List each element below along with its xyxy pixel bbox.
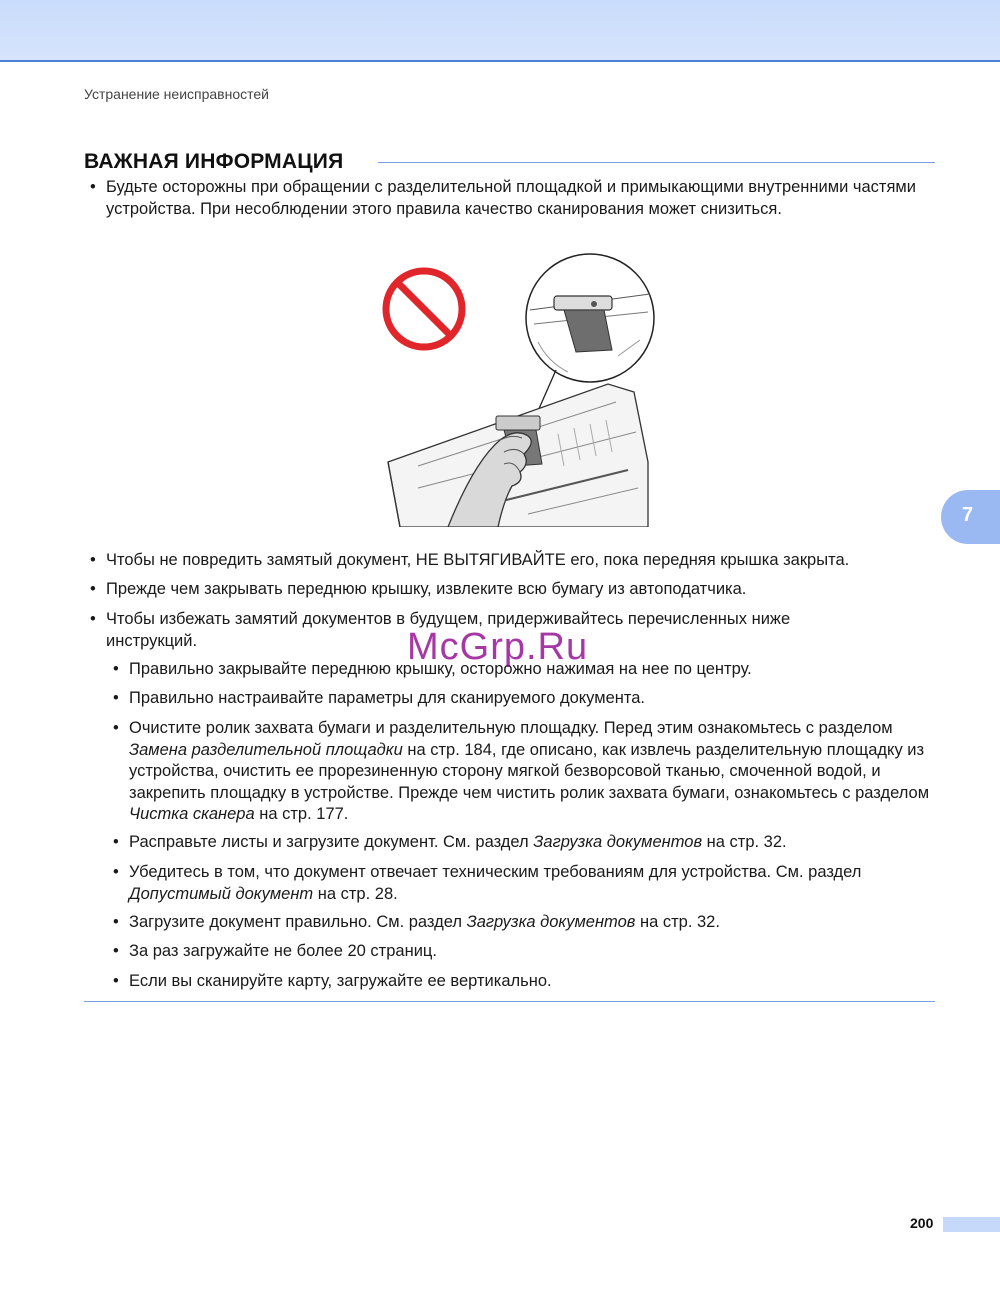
page-number-bar (943, 1217, 1000, 1232)
text-segment: на стр. 32. (635, 913, 720, 931)
sub-list-item (113, 941, 939, 963)
bullet-mark: • (113, 863, 119, 881)
section-title: ВАЖНАЯ ИНФОРМАЦИЯ (84, 150, 344, 173)
bullet-text: Будьте осторожны при обращении с разделительной площадкой и примыкающими внутренними частями устройства. При несоблюдении этого правила качество сканирования может снизиться. (106, 178, 916, 218)
bullet-text: Прежде чем закрывать переднюю крышку, извлеките всю бумагу из автоподатчика. (106, 580, 747, 598)
sub-list-item (113, 832, 939, 854)
bullet-text: Если вы сканируйте карту, загружайте ее вертикально. (129, 972, 552, 990)
cross-reference-link[interactable]: Замена разделительной площадки (129, 740, 403, 759)
text-segment: на стр. 28. (313, 884, 398, 903)
bullet-text: За раз загружайте не более 20 страниц. (129, 942, 437, 960)
title-divider (378, 162, 935, 163)
prohibition-icon (386, 271, 462, 347)
zoom-callout (526, 254, 654, 382)
bullet-text: Правильно настраивайте параметры для сканируемого документа. (129, 689, 645, 707)
cross-reference-link[interactable]: Загрузка документов (466, 913, 636, 931)
sub-list-item (113, 688, 939, 710)
sub-list-item (113, 718, 939, 826)
bullet-mark: • (113, 972, 119, 990)
bullet-text: Правильно закрывайте переднюю крышку, осторожно нажимая на нее по центру. (129, 660, 752, 678)
bullet-text (129, 863, 861, 903)
bullet-mark: • (90, 178, 96, 196)
text-segment: на стр. 184, где описано, как извлечь разделительную площадку из устройства, очистить ее прорезиненную сторону мягкой безворсовой тканью, смоченной водой, и закрепить площадку в устройстве. Прежде чем чистить ролик захвата бумаги, ознакомьтесь с разделом (129, 740, 930, 802)
text-segment: Расправьте листы и загрузите документ. См. раздел (129, 833, 534, 851)
bullet-text (129, 913, 720, 931)
list-item (90, 177, 936, 220)
cross-reference-link[interactable]: Допустимый документ (129, 884, 314, 903)
text-segment: на стр. 177. (254, 805, 349, 823)
bullet-mark: • (113, 689, 119, 707)
bullet-mark: • (90, 580, 96, 598)
text-segment: Загрузите документ правильно. См. раздел (129, 913, 467, 931)
breadcrumb: Устранение неисправностей (84, 86, 269, 102)
bullet-mark: • (113, 719, 119, 737)
watermark: McGrp.Ru (407, 626, 589, 668)
bullet-mark: • (113, 913, 119, 931)
bullet-mark: • (90, 551, 96, 569)
text-segment: Убедитесь в том, что документ отвечает техническим требованиям для устройства. См. раздел (129, 863, 862, 881)
bullet-mark: • (113, 660, 119, 678)
bullet-mark: • (90, 610, 96, 628)
bullet-text: Чтобы не повредить замятый документ, НЕ ВЫТЯГИВАЙТЕ его, пока передняя крышка закрыта. (106, 551, 850, 569)
page-number: 200 (910, 1215, 934, 1231)
bullet-mark: • (113, 942, 119, 960)
cross-reference-link[interactable]: Чистка сканера (129, 805, 255, 823)
bullet-mark: • (113, 833, 119, 851)
list-item (90, 579, 936, 601)
cross-reference-link[interactable]: Загрузка документов (533, 833, 703, 851)
header-band (0, 0, 1000, 62)
sub-list-item (113, 912, 939, 934)
text-segment: на стр. 32. (702, 833, 787, 851)
list-item (90, 550, 936, 572)
bullet-text: Чтобы избежать замятий документов в будущем, придерживайтесь перечисленных ниже инструкций. (106, 610, 791, 650)
section-end-divider (84, 1001, 935, 1002)
sub-list-item (113, 862, 939, 905)
text-segment: Очистите ролик захвата бумаги и разделительную площадку. Перед этим ознакомьтесь с разделом (129, 719, 893, 737)
bullet-text (129, 719, 929, 823)
bullet-text (129, 833, 787, 851)
sub-list-item (113, 971, 939, 993)
separation-pad-illustration (378, 252, 658, 527)
chapter-number: 7 (962, 504, 974, 526)
chapter-tab[interactable] (941, 490, 1000, 544)
